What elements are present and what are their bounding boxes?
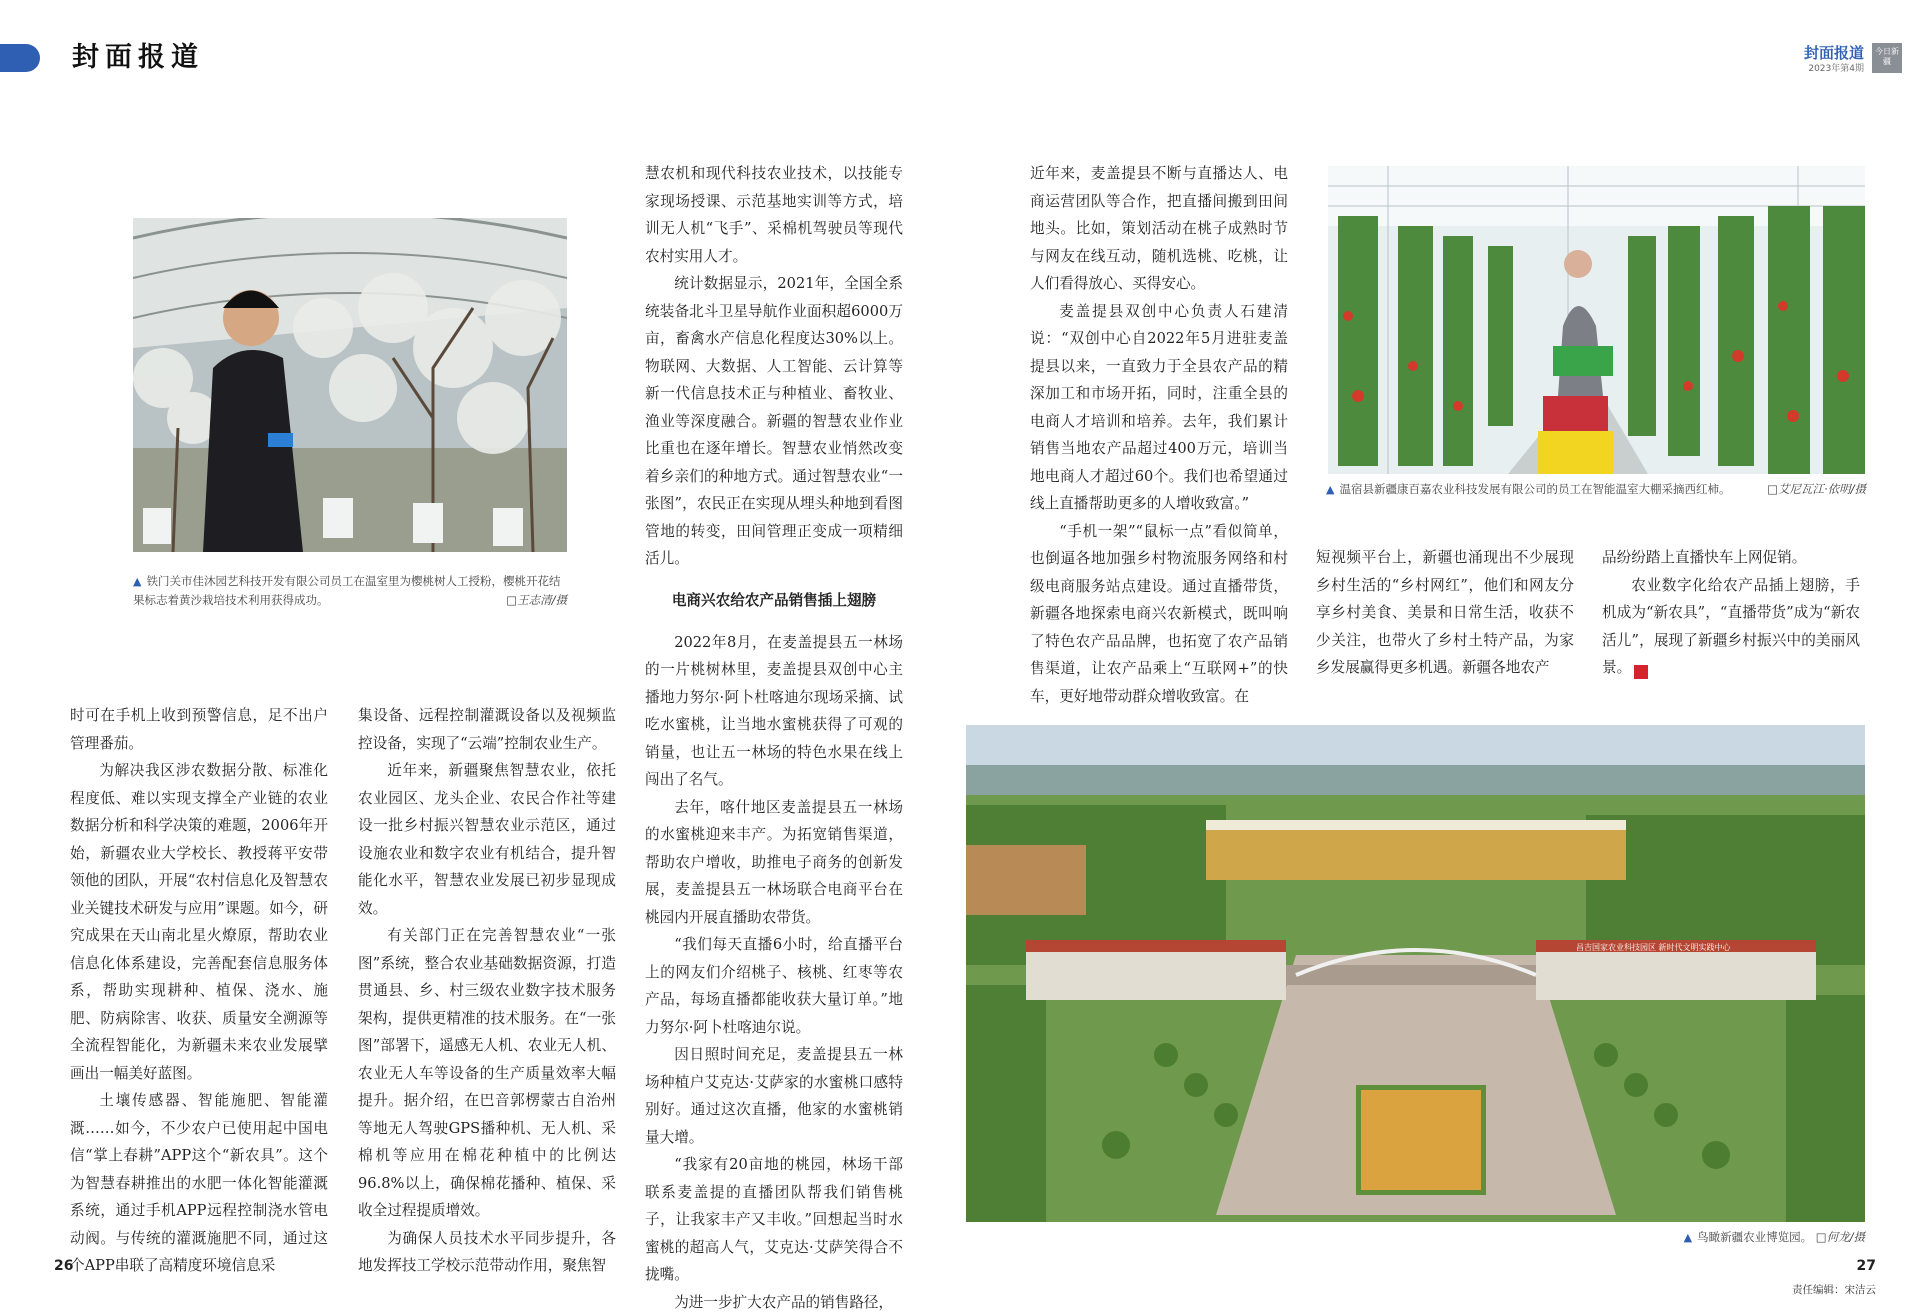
end-mark-icon: J (1634, 665, 1648, 679)
paragraph: 统计数据显示，2021年，全国全系统装备北斗卫星导航作业面积超6000万亩，畜禽水产信息化程度达30%以上。物联网、大数据、人工智能、云计算等新一代信息技术正与种植业、畜牧业、渔业等深度融合。新疆的智慧农业作业比重也在逐年增长。智慧农业悄然改变着乡亲们的种地方式。通过智慧农业“一张图”，农民正在实现从埋头种地到看图管地的转变，田间管理正变成一项精细活儿。 (645, 270, 903, 573)
caption-triangle-icon: ▲ (1326, 483, 1334, 496)
caption-triangle-icon: ▲ (133, 575, 141, 588)
subheading: 电商兴农给农产品销售插上翅膀 (645, 587, 903, 615)
editor-credit: 责任编辑：宋洁云 (1792, 1282, 1876, 1297)
paragraph: “我家有20亩地的桃园，林场干部联系麦盖提的直播团队帮我们销售桃子，让我家丰产又丰收。”回想起当时水蜜桃的超高人气，艾克达·艾萨笑得合不拢嘴。 (645, 1151, 903, 1289)
page-number-right: 27 (1857, 1258, 1876, 1274)
paragraph: 近年来，新疆聚焦智慧农业，依托农业园区、龙头企业、农民合作社等建设一批乡村振兴智慧农业示范区，通过设施农业和数字农业有机结合，提升智能化水平，智慧农业发展已初步显现成效。 (358, 757, 616, 922)
text-column-3 (645, 160, 903, 1316)
paragraph: 短视频平台上，新疆也涌现出不少展现乡村生活的“乡村网红”，他们和网友分享乡村美食、美景和日常生活，收获不少关注，也带火了乡村土特产品，为家乡发展赢得更多机遇。新疆各地农产 (1316, 544, 1574, 682)
caption-triangle-icon: ▲ (1684, 1231, 1692, 1244)
paragraph: 集设备、远程控制灌溉设备以及视频监控设备，实现了“云端”控制农业生产。 (358, 702, 616, 757)
paragraph (1602, 572, 1860, 682)
orchard-photo (133, 218, 567, 552)
tomato-credit: □艾尼瓦江·依明/摄 (1767, 480, 1866, 499)
paragraph: 时可在手机上收到预警信息，足不出户管理番茄。 (70, 702, 328, 757)
text-column-5 (1316, 544, 1574, 682)
paragraph: 为进一步扩大农产品的销售路径， (645, 1289, 903, 1316)
orchard-credit: □王志清/摄 (506, 591, 567, 610)
paragraph: 为确保人员技术水平同步提升，各地发挥技工学校示范带动作用，聚焦智 (358, 1225, 616, 1280)
page-number-left: 26 (54, 1258, 73, 1274)
tomato-caption-text: 温宿县新疆康百嘉农业科技发展有限公司的员工在智能温室大棚采摘西红柿。 (1339, 482, 1730, 496)
tomato-caption (1326, 480, 1866, 499)
paragraph: “手机一架”“鼠标一点”看似简单，也倒逼各地加强乡村物流服务网络和村级电商服务站点建设。通过直播带货，新疆各地探索电商兴农新模式，既叫响了特色农产品品牌，也拓宽了农产品销售渠道，让农产品乘上“互联网+”的快车，更好地带动群众增收致富。在 (1030, 518, 1288, 711)
brand-name: 封面报道 (1804, 42, 1864, 63)
magazine-brand (1752, 42, 1902, 74)
issue-number: 2023年第4期 (1808, 61, 1864, 74)
paragraph: 近年来，麦盖提县不断与直播达人、电商运营团队等合作，把直播间搬到田间地头。比如，策划活动在桃子成熟时节与网友在线互动，随机选桃、吃桃，让人们看得放心、买得安心。 (1030, 160, 1288, 298)
agricultural-park-aerial-photo (966, 725, 1865, 1222)
paragraph-text: 农业数字化给农产品插上翅膀，手机成为“新农具”，“直播带货”成为“新农活儿”，展现了新疆乡村振兴中的美丽风景。 (1602, 577, 1860, 677)
paragraph: 去年，喀什地区麦盖提县五一林场的水蜜桃迎来丰产。为拓宽销售渠道，帮助农户增收，助推电子商务的创新发展，麦盖提县五一林场联合电商平台在桃园内开展直播助农带货。 (645, 794, 903, 932)
text-column-1 (70, 702, 328, 1280)
text-column-6 (1602, 544, 1860, 682)
paragraph: 为解决我区涉农数据分散、标准化程度低、难以实现支撑全产业链的农业数据分析和科学决策的难题，2006年开始，新疆农业大学校长、教授蒋平安带领他的团队，开展“农村信息化及智慧农业关键技术研发与应用”课题。如今，研究成果在天山南北星火燎原，帮助农业信息化体系建设，完善配套信息服务体系，帮助实现耕种、植保、浇水、施肥、防病除害、收获、质量安全溯源等全流程智能化，为新疆未来农业发展擘画出一幅美好蓝图。 (70, 757, 328, 1087)
orchard-caption (133, 572, 567, 610)
paragraph: 品纷纷踏上直播快车上网促销。 (1602, 544, 1860, 572)
paragraph: 因日照时间充足，麦盖提县五一林场种植户艾克达·艾萨家的水蜜桃口感特别好。通过这次直播，他家的水蜜桃销量大增。 (645, 1041, 903, 1151)
text-column-4 (1030, 160, 1288, 710)
paragraph: 土壤传感器、智能施肥、智能灌溉……如今，不少农户已使用起中国电信“掌上春耕”APP这个“新农具”。这个为智慧春耕推出的水肥一体化智能灌溉系统，通过手机APP远程控制浇水管电动阀。与传统的灌溉施肥不同，通过这个APP串联了高精度环境信息采 (70, 1087, 328, 1280)
park-banner-text: 昌吉国家农业科技园区 新时代文明实践中心 (1576, 942, 1732, 952)
tomato-greenhouse-photo (1328, 166, 1865, 474)
magazine-logo-icon: 今日新疆 (1872, 43, 1902, 73)
paragraph: 慧农机和现代科技农业技术，以技能专家现场授课、示范基地实训等方式，培训无人机“飞手”、采棉机驾驶员等现代农村实用人才。 (645, 160, 903, 270)
paragraph: 有关部门正在完善智慧农业“一张图”系统，整合农业基础数据资源，打造贯通县、乡、村三级农业数字技术服务架构，提供更精准的技术服务。在“一张图”部署下，遥感无人机、农业无人机、农业无人车等设备的生产质量效率大幅提升。据介绍，在巴音郭楞蒙古自治州等地无人驾驶GPS播种机、无人机、采棉机等应用在棉花种植中的比例达96.8%以上，确保棉花播种、植保、采收全过程提质增效。 (358, 922, 616, 1225)
section-tab-marker (0, 44, 40, 72)
paragraph: 麦盖提县双创中心负责人石建清说：“双创中心自2022年5月进驻麦盖提县以来，一直致力于全县农产品的精深加工和市场开拓，同时，注重全县的电商人才培训和培养。去年，我们累计销售当地农产品超过400万元，培训当地电商人才超过60个。我们也希望通过线上直播帮助更多的人增收致富。” (1030, 298, 1288, 518)
paragraph: “我们每天直播6小时，给直播平台上的网友们介绍桃子、核桃、红枣等农产品，每场直播都能收获大量订单。”地力努尔·阿卜杜喀迪尔说。 (645, 931, 903, 1041)
paragraph: 2022年8月，在麦盖提县五一林场的一片桃树林里，麦盖提县双创中心主播地力努尔·阿卜杜喀迪尔现场采摘、试吃水蜜桃，让当地水蜜桃获得了可观的销量，也让五一林场的特色水果在线上闯出了名气。 (645, 629, 903, 794)
park-credit: □何龙/摄 (1816, 1230, 1865, 1244)
orchard-caption-text: 铁门关市佳沐园艺科技开发有限公司员工在温室里为樱桃树人工授粉，樱桃开花结果标志着黄沙栽培技术利用获得成功。 (133, 574, 560, 607)
text-column-2 (358, 702, 616, 1280)
park-caption-text: 鸟瞰新疆农业博览园。 (1697, 1230, 1812, 1244)
section-title: 封面报道 (72, 41, 204, 75)
park-caption (1640, 1228, 1865, 1247)
